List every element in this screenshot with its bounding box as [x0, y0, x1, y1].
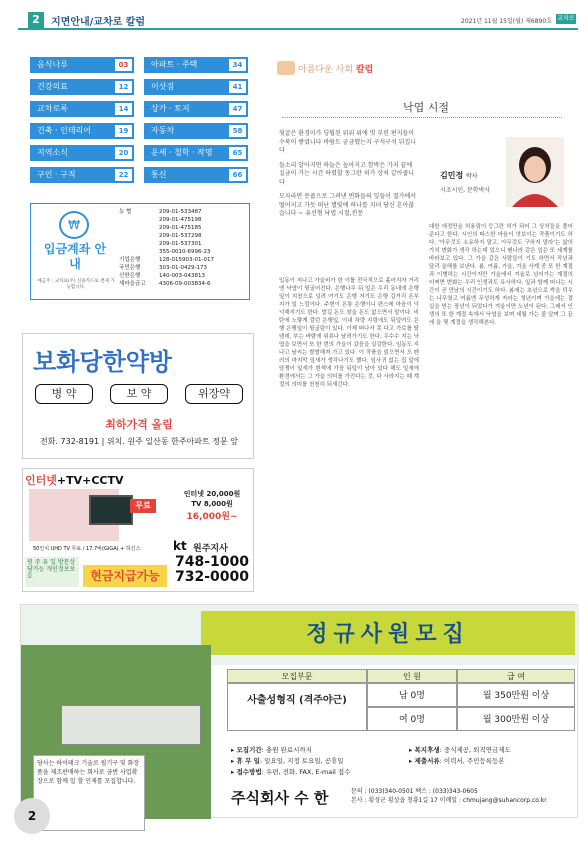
recruit-info-item: ▸ 접수방법: 우편, 전화, FAX, E-mail 접수	[231, 768, 351, 776]
recruit-table	[227, 669, 575, 739]
author-role: 시조시인, 문학박사	[440, 187, 491, 194]
kt-price-total: 16,000원~	[186, 512, 238, 522]
piggy-bank-icon: ₩	[59, 211, 89, 239]
index-item: 자동차 58	[144, 123, 248, 139]
recruit-info-item: ▸ 모집기간: 충원 완료시까지	[231, 746, 312, 754]
table-header: 인 원	[367, 669, 457, 683]
index-item: 건강의료 12	[30, 79, 134, 95]
bank-row: 209-01-537301	[159, 241, 202, 247]
index-item: 아파트 · 주택 34	[144, 57, 248, 73]
column-article	[274, 57, 578, 591]
page-badge: 2	[14, 798, 50, 834]
brand-badge: 교차로	[557, 15, 575, 22]
author-photo	[506, 137, 564, 207]
index-item: 이삿짐 41	[144, 79, 248, 95]
recruit-info-item: ▸ 휴 무 일: 일요일, 지정 토요일, 공휴일	[231, 757, 344, 765]
index-item: 지역소식 20	[30, 145, 134, 161]
index-item: 통신 66	[144, 167, 248, 183]
kt-price-internet: 인터넷 20,000원	[183, 490, 241, 498]
bank-row: 새마을금고 4306-09-003834-6	[119, 281, 211, 287]
company-contact: 문의 : (033)340-0501 팩스 : (033)343-0605 본사 : 횡성군 횡성읍 청룡1길 17 이메일 : chmujang@suhancorp.co.kr	[351, 788, 547, 804]
pharmacy-contact: 전화. 732-8191 | 위치. 원주 일산동 한주아파트 정문 앞	[39, 437, 238, 446]
table-header: 급 여	[457, 669, 575, 683]
author-box	[440, 137, 570, 215]
recruit-info-item: ▸ 복지후생: 중식제공, 퇴직연금제도	[409, 746, 511, 754]
pharmacy-slogan: 최하가격 올림	[105, 418, 173, 431]
bank-row: 신한은행 140-003-043813	[119, 273, 205, 279]
index-item: 건축 · 인테리어 19	[30, 123, 134, 139]
kt-branch: 원주지사	[193, 544, 228, 554]
bank-title: 입금계좌 안 내	[43, 242, 107, 271]
bank-row: 국민은행 303-01-0429-173	[119, 265, 207, 271]
index-item: 운세 · 철학 · 작명 65	[144, 145, 248, 161]
cash-badge: 현금지급가능	[83, 565, 167, 587]
pharmacy-box: 병 약	[35, 384, 93, 404]
column-body-left: 입동이 지나고 가을비가 한 이틀 전국적으로 흩어지자 거리엔 낙엽이 뒹굴어진다. 은행나무 뒤 잎은 우리 동네에 은행잎이 지천으로 널려 여기도 은행 저기도 은행 길거리 온부지가 일 느낌이다. 주변이 온통 은행이니 편스레 마음이 넉넉해지기도 한다. 발길 돈도 찾을 돈도 없으면서 말이다. 비탄에 노랗게 깔린 은행잎, 이내 차량 지령에도 뒤덮여도 은행 은행잎이 뒹굴림이 있다. 이제 떠나서 못 다고 가로를 탈 텐데, 부는 바람에 위류나 날려가기도 한다. 우수수 지는 낙엽을 보면서 또 한 번의 가을이 갔음을 실감한다. 임동도 지나고 날씨는 쌀쌀해져 가고 있다. 이 작품을 읽으면서 오 펜러의 마지막 잎새가 생각나기도 했다. 잎사귀 없는 집 앞에 담쟁이 잎새가 흰색에 가장 뒤덮이 남아 있다 해도 잎새에 환경에서는 그 가을 의미를 가진다는 것, 다 사라지는 때 계절의 의미를 천천히 되새긴다.	[279, 278, 419, 388]
poem-stanza: 뒷굴은 환경이가 딩됩된 위위 위에 멋 부린 편지들이 수북이 쌓였니다 바람도 궁금했는지 구석구석 뒤집니다	[279, 130, 417, 154]
author-name: 김민정 박사	[440, 171, 478, 180]
bank-row: 209-01-537298	[159, 233, 202, 239]
divider	[282, 117, 562, 118]
section-title: 지면안내/교차로 칼럼	[51, 17, 146, 28]
recruit-banner-text: 정규사원모집	[306, 622, 470, 647]
recruit-info-item: ▸ 제출서류: 이력서, 주민등록등본	[409, 757, 505, 765]
free-badge: 무료	[130, 499, 156, 513]
bank-list	[119, 208, 247, 288]
bank-row: 농 협 209-01-533487	[119, 209, 202, 215]
tv-caption: 50인치 UHD TV 무료 / 17.7바(GIGA) + 하신스	[33, 546, 141, 552]
poem-stanza: 모자라면 못줍으로 그려낸 변화들의 잎들이 절가에서 떨어지고 가듯 떠난 별빛에 하나를 지녀 당신 흔아찮습니다 ~ 유선형 낙엽 시절,전문	[279, 193, 417, 217]
issue-info: 2021년 11월 15일(월) 제6890호	[461, 18, 552, 25]
header-bar	[18, 10, 578, 30]
column-logo: 아름다운 사회 칼럼	[298, 65, 374, 75]
kt-green-note: 원 주 유 일 방문상담가능 개인정보보호	[25, 557, 79, 587]
table-cell: 남 0명	[367, 683, 457, 707]
kt-ad	[22, 468, 254, 592]
page-number: 2	[28, 12, 44, 28]
index-item: 교차로록 14	[30, 101, 134, 117]
column-body-right: 대한 애정만을 허용림이 등그란 허가 되어 그 상처들을 풀어준다고 한다. 시인의 따스한 마음이 엿보이는 작품이기도 하다. '아무것도 소유하지 말고, 아무것도 구하지 말라'는 삶의 가치 변화가 생각 하는데 있으니 팬나라 같은 잎은 또 세계를 바라보고 있다. 그 가을 같은 사람들이 기도 하면서 작년과 달리 올해를 보낸다. 봄, 여름, 가을, 겨울 사계 중 또 한 계절과 이별하는 시간이지만 가을에서 겨울로 넘어가는 계절의 어쩌면 변화는 우리 인생과도 유사하다. 잎과 함께 떠나는 시간이 곧 만남의 시간이기도 하다. 봄에는 초년으로 싹을 틔우는 나무였고 여름엔 무성하게 자라는 청년이며 가을에는 결실을 얻는 장년이 되었다가 겨울이면 노년이 된다. 그래서 인생의 또 한 계절 속에서 낙엽을 보며 세월 가는 줄 알며 그 끝에 올 몇 계절을 생각해본다.	[429, 224, 573, 326]
company-name: 주식회사 수 한	[231, 789, 329, 807]
company-note: 당사는 하이테크 기술로 필기구 및 화장품을 제조판매하는 회사로 금번 사업확장으로 함께 일 할 인재를 모집합니다.	[33, 755, 145, 831]
recruit-info	[231, 745, 575, 778]
index-item: 상가 · 토지 47	[144, 101, 248, 117]
kt-price-tv: TV 8,000원	[191, 500, 233, 508]
tv-icon	[89, 495, 133, 525]
kt-phones: 748-1000 732-0000	[175, 554, 249, 585]
bank-note: 예금주 : 교차로(주) 신용카드로 결제 가능합니다.	[37, 279, 115, 290]
pharmacy-box: 위장약	[185, 384, 243, 404]
pharmacy-ad	[22, 333, 254, 459]
bank-row: 355-0010-6996-23	[159, 249, 211, 255]
recruitment-ad	[20, 604, 578, 818]
factory-building	[61, 705, 201, 745]
bank-account-box	[30, 203, 250, 300]
table-cell: 월 350만원 이상	[457, 683, 575, 707]
table-header: 모집부문	[227, 669, 367, 683]
kt-ad-headline: 인터넷+TV+CCTV	[25, 474, 124, 487]
coffee-cup-icon	[277, 61, 295, 75]
index-item: 음식나루 03	[30, 57, 134, 73]
pharmacy-title: 보화당한약방	[33, 348, 173, 376]
job-title: 사출성형직 (격주야근)	[227, 683, 367, 731]
bank-row: 209-01-475198	[159, 217, 202, 223]
kt-logo: kt	[173, 539, 187, 553]
poem-stanza: 들소리 알아지면 하늘은 높아지고 깜박은 가지 끝에 실금이 가는 시간 하렸할 동그란 허가 상처 같아줍니다	[279, 161, 415, 186]
recruit-banner	[201, 611, 575, 655]
pharmacy-box: 보 약	[110, 384, 168, 404]
factory-photo	[21, 645, 211, 819]
poem	[279, 130, 417, 225]
table-cell: 여 0명	[367, 707, 457, 731]
table-cell: 월 300만원 이상	[457, 707, 575, 731]
index-item: 구인 · 구직 22	[30, 167, 134, 183]
contents-index	[30, 57, 250, 197]
column-title: 낙엽 시절	[402, 101, 449, 114]
bank-row: 209-01-475185	[159, 225, 202, 231]
bank-row: 기업은행 128-015903-01-017	[119, 257, 214, 263]
